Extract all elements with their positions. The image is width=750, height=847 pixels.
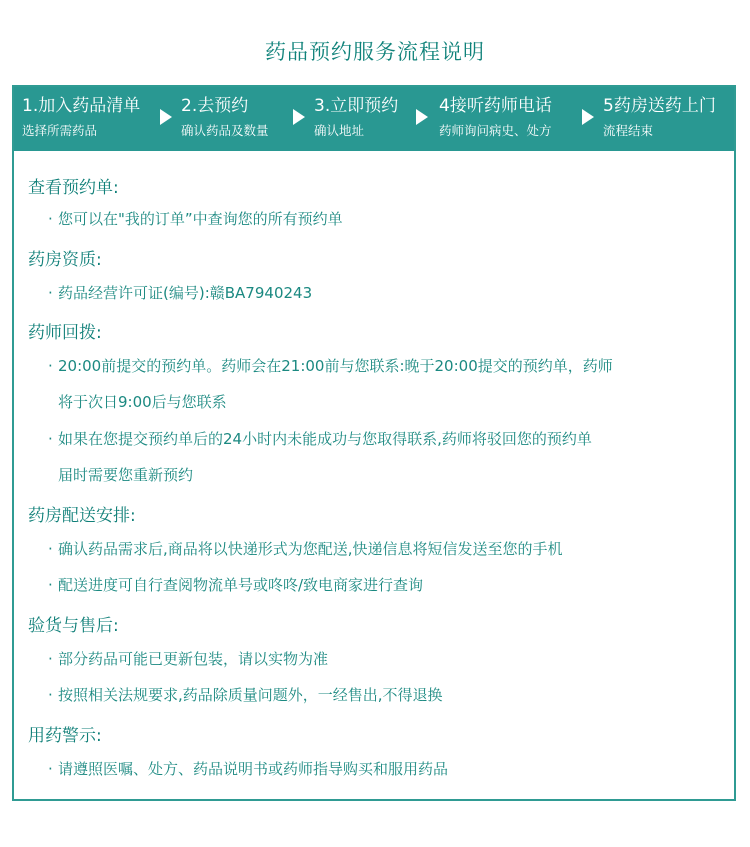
- list-item-text: 药品经营许可证(编号):赣BA7940243: [58, 284, 313, 302]
- step-1: [22, 95, 140, 140]
- step-arrow-icon: [582, 109, 594, 125]
- step-3-subtitle: 确认地址: [314, 123, 365, 138]
- section-heading-after-sales: 验货与售后:: [28, 616, 119, 636]
- bullet: ·: [48, 760, 53, 778]
- process-panel: [12, 85, 736, 801]
- bullet: ·: [48, 357, 53, 375]
- step-3-title: 3.立即预约: [314, 96, 399, 116]
- list-item: [48, 538, 563, 559]
- step-2-subtitle: 确认药品及数量: [181, 123, 269, 138]
- step-4-title: 4接听药师电话: [439, 96, 552, 116]
- section-heading-callback: 药师回拨:: [28, 323, 102, 343]
- list-item: [48, 758, 448, 779]
- list-item-text: 确认药品需求后,商品将以快递形式为您配送,快递信息将短信发送至您的手机: [58, 540, 563, 558]
- step-5-subtitle: 流程结束: [603, 123, 654, 138]
- bullet: ·: [48, 430, 53, 448]
- section-heading-qualification: 药房资质:: [28, 250, 102, 270]
- step-1-title: 1.加入药品清单: [22, 96, 141, 116]
- step-4: [439, 95, 552, 140]
- list-item: [48, 684, 443, 705]
- step-4-subtitle: 药师询问病史、处方: [439, 123, 552, 138]
- process-steps-bar: [14, 87, 734, 151]
- step-arrow-icon: [416, 109, 428, 125]
- list-item: [48, 428, 592, 449]
- list-item-text: 按照相关法规要求,药品除质量问题外，一经售出,不得退换: [58, 686, 443, 704]
- list-item: [48, 355, 613, 376]
- step-arrow-icon: [293, 109, 305, 125]
- list-item-text: 请遵照医嘱、处方、药品说明书或药师指导购买和服用药品: [58, 760, 449, 778]
- list-item: [48, 208, 343, 229]
- bullet: ·: [48, 284, 53, 302]
- step-5-title: 5药房送药上门: [603, 96, 716, 116]
- list-item: [48, 648, 328, 669]
- section-heading-delivery: 药房配送安排:: [28, 506, 136, 526]
- list-item-continuation: 将于次日9:00后与您联系: [58, 393, 227, 411]
- section-heading-view-orders: 查看预约单:: [28, 178, 119, 198]
- list-item-text: 如果在您提交预约单后的24小时内未能成功与您取得联系,药师将驳回您的预约单: [58, 430, 592, 448]
- step-3: [314, 95, 398, 140]
- list-item-text: 部分药品可能已更新包装，请以实物为准: [58, 650, 329, 668]
- bullet: ·: [48, 576, 53, 594]
- bullet: ·: [48, 210, 53, 228]
- section-heading-warning: 用药警示:: [28, 726, 102, 746]
- page-title: 药品预约服务流程说明: [265, 40, 485, 64]
- list-item: [48, 282, 312, 303]
- step-2-title: 2.去预约: [181, 96, 249, 116]
- step-5: [603, 95, 716, 140]
- list-item-text: 配送进度可自行查阅物流单号或咚咚/致电商家进行查询: [58, 576, 424, 594]
- bullet: ·: [48, 650, 53, 668]
- step-2: [181, 95, 269, 140]
- step-1-subtitle: 选择所需药品: [22, 123, 98, 138]
- list-item-text: 您可以在"我的订单”中查询您的所有预约单: [58, 210, 343, 228]
- list-item-continuation: 届时需要您重新预约: [58, 466, 194, 484]
- list-item: [48, 574, 423, 595]
- list-item-text: 20:00前提交的预约单。药师会在21:00前与您联系:晚于20:00提交的预约单，药师: [58, 357, 613, 375]
- bullet: ·: [48, 686, 53, 704]
- bullet: ·: [48, 540, 53, 558]
- step-arrow-icon: [160, 109, 172, 125]
